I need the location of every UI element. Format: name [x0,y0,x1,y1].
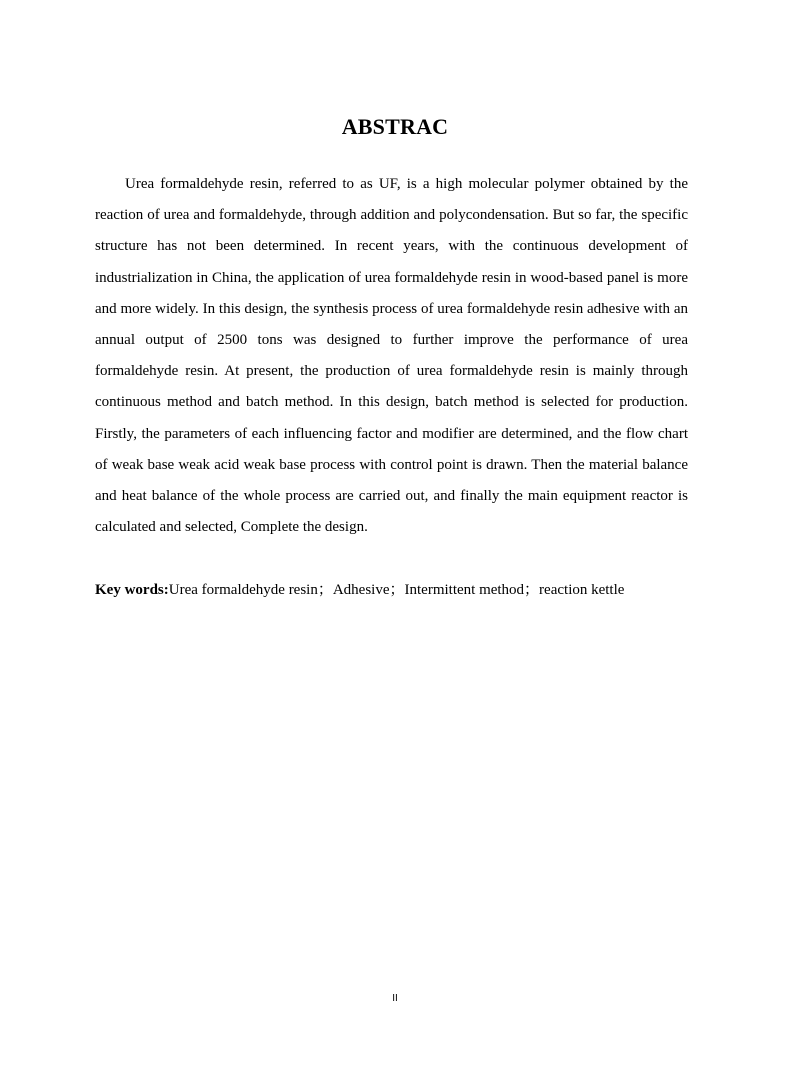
keywords-line [95,575,688,606]
keywords-list: Urea formaldehyde resin；Adhesive；Intermittent method；reaction kettle [168,582,625,598]
abstract-paragraph: Urea formaldehyde resin, referred to as UF, is a high molecular polymer obtained by the reaction of urea and formaldehyde, through addition and polycondensation. But so far, the specific structure has not been determined. In recent years, with the continuous development of industrialization in China, the application of urea formaldehyde resin in wood-based panel is more and more widely. In this design, the synthesis process of urea formaldehyde resin adhesive with an annual output of 2500 tons was designed to further improve the performance of urea formaldehyde resin. At present, the production of urea formaldehyde resin is mainly through continuous method and batch method. In this design, batch method is selected for production. Firstly, the parameters of each influencing factor and modifier are determined, and the flow chart of weak base weak acid weak base process with control point is drawn. Then the material balance and heat balance of the whole process are carried out, and finally the main equipment reactor is calculated and selected, Complete the design. [95,176,688,536]
page-number: II [392,993,398,1004]
abstract-title: ABSTRAC [341,114,449,139]
keywords-label: Key words: [95,582,169,598]
